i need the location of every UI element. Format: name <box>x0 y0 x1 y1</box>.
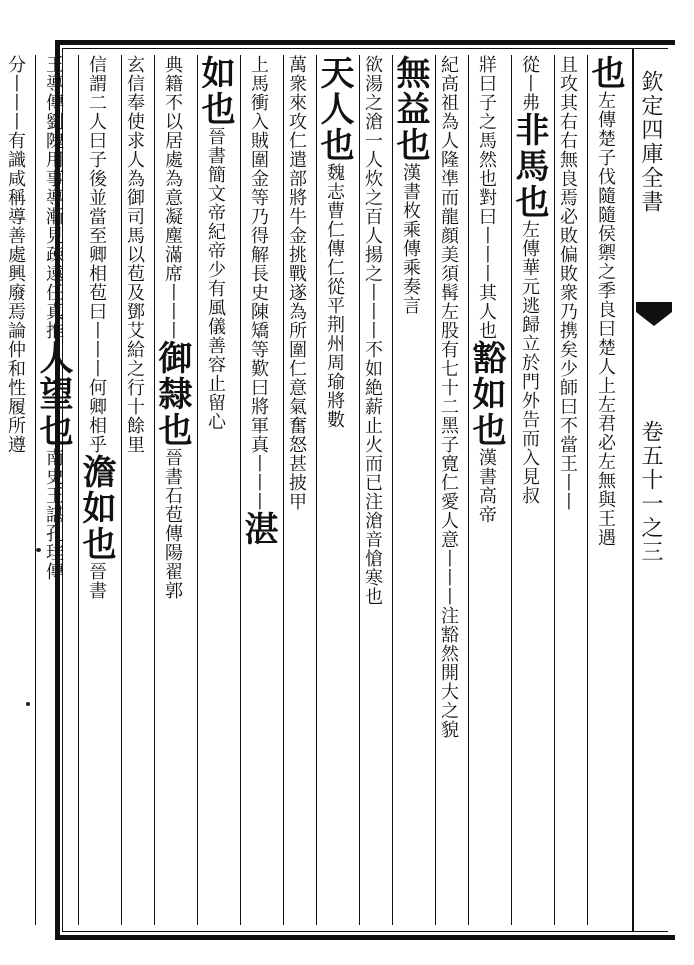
annotation-text: 魏志曹仁傳仁從平荆州周瑜將數 <box>324 163 345 429</box>
annotation-text: 漢書枚乘傳乘奏言 <box>400 163 421 315</box>
annotation-text: 牂曰子之馬然也對曰丨丨丨其人也 <box>476 55 497 340</box>
text-column <box>121 55 154 925</box>
book-title: 欽定四庫全書 <box>638 70 663 214</box>
text-column <box>554 55 587 925</box>
text-column <box>283 55 316 925</box>
headword: 御隸也 <box>152 340 192 448</box>
annotation-text: 分丨丨丨有識咸稱導善處興廢焉 <box>5 55 26 321</box>
headword: 如也 <box>195 55 235 127</box>
annotation-text: 王導傳劉隗用事導漸見疎遠任真推 <box>43 55 64 340</box>
annotation-text: 丨弗 <box>519 74 540 112</box>
volume-label: 卷五十一之三 <box>638 420 663 564</box>
headword: 也 <box>585 55 625 91</box>
annotation-text: 論仲和性履所遵 <box>5 321 26 454</box>
text-column <box>35 55 78 925</box>
annotation-text: 左傳楚子伐隨隨侯禦之季良曰楚人上左君必左無與王遇 <box>595 91 616 547</box>
annotation-text: 南史王諶孔珪傳 <box>43 448 64 581</box>
text-column <box>3 55 35 925</box>
annotation-text: 晉書石苞傳陽翟郭 <box>162 448 183 600</box>
headword: 無益也 <box>390 55 430 163</box>
text-column <box>154 55 197 925</box>
annotation-text: 信謂二人曰子後並當至卿相苞曰丨丨丨何卿相乎 <box>86 55 107 454</box>
stray-dot <box>26 702 30 706</box>
text-column <box>435 55 468 925</box>
text-column <box>511 55 554 925</box>
annotation-text: 上馬衝入賊圍金等乃得解長史陳矯等歎曰將軍真丨丨丨 <box>248 55 269 511</box>
text-column <box>587 55 630 925</box>
headword: 天人也 <box>314 55 354 163</box>
annotation-text: 二黑子寛仁愛人意丨丨丨注豁然開大之貌 <box>438 397 459 739</box>
text-column <box>197 55 240 925</box>
annotation-text: 萬衆來攻仁遣部將牛金挑戰遂為所圍仁意氣奮怒甚披甲 <box>286 55 307 511</box>
annotation-text: 紀高祖為人隆凖而龍顔美須髯左股有七十 <box>438 55 459 397</box>
headword: 非馬也 <box>509 112 549 220</box>
text-column <box>359 55 392 925</box>
annotation-text: 且攻其右右無良焉必敗偏敗衆乃携矣少師曰不當王丨丨 <box>557 55 578 511</box>
headword: 豁如也 <box>466 340 506 448</box>
text-column <box>316 55 359 925</box>
annotation-text: 晉書 <box>86 562 107 600</box>
annotation-text: 漢書高帝 <box>476 448 497 524</box>
text-column <box>78 55 121 925</box>
headword: 澹如也 <box>76 454 116 562</box>
annotation-text: 玄信奉使求人為御司馬以苞及鄧艾給之行十餘里 <box>124 55 145 454</box>
text-body <box>5 55 630 925</box>
annotation-text: 不如絶薪止火而已注滄音愴寒也 <box>362 340 383 606</box>
text-column <box>392 55 435 925</box>
headword: 人望也 <box>33 340 73 448</box>
annotation-text: 典籍不以居處為意凝塵滿席丨丨丨 <box>162 55 183 340</box>
annotation-text: 從 <box>519 55 540 74</box>
stray-dot <box>36 548 41 552</box>
annotation-text: 晉書簡文帝紀帝少有風儀善容止留心 <box>205 127 226 431</box>
annotation-text: 欲湯之滄一人炊之百人揚之丨丨丨 <box>362 55 383 340</box>
fish-tail-mark <box>634 300 674 340</box>
headword: 湛 <box>238 511 278 547</box>
annotation-text: 左傳華元逃歸立於門外告而入見叔 <box>519 220 540 505</box>
text-column <box>240 55 283 925</box>
text-column <box>468 55 511 925</box>
